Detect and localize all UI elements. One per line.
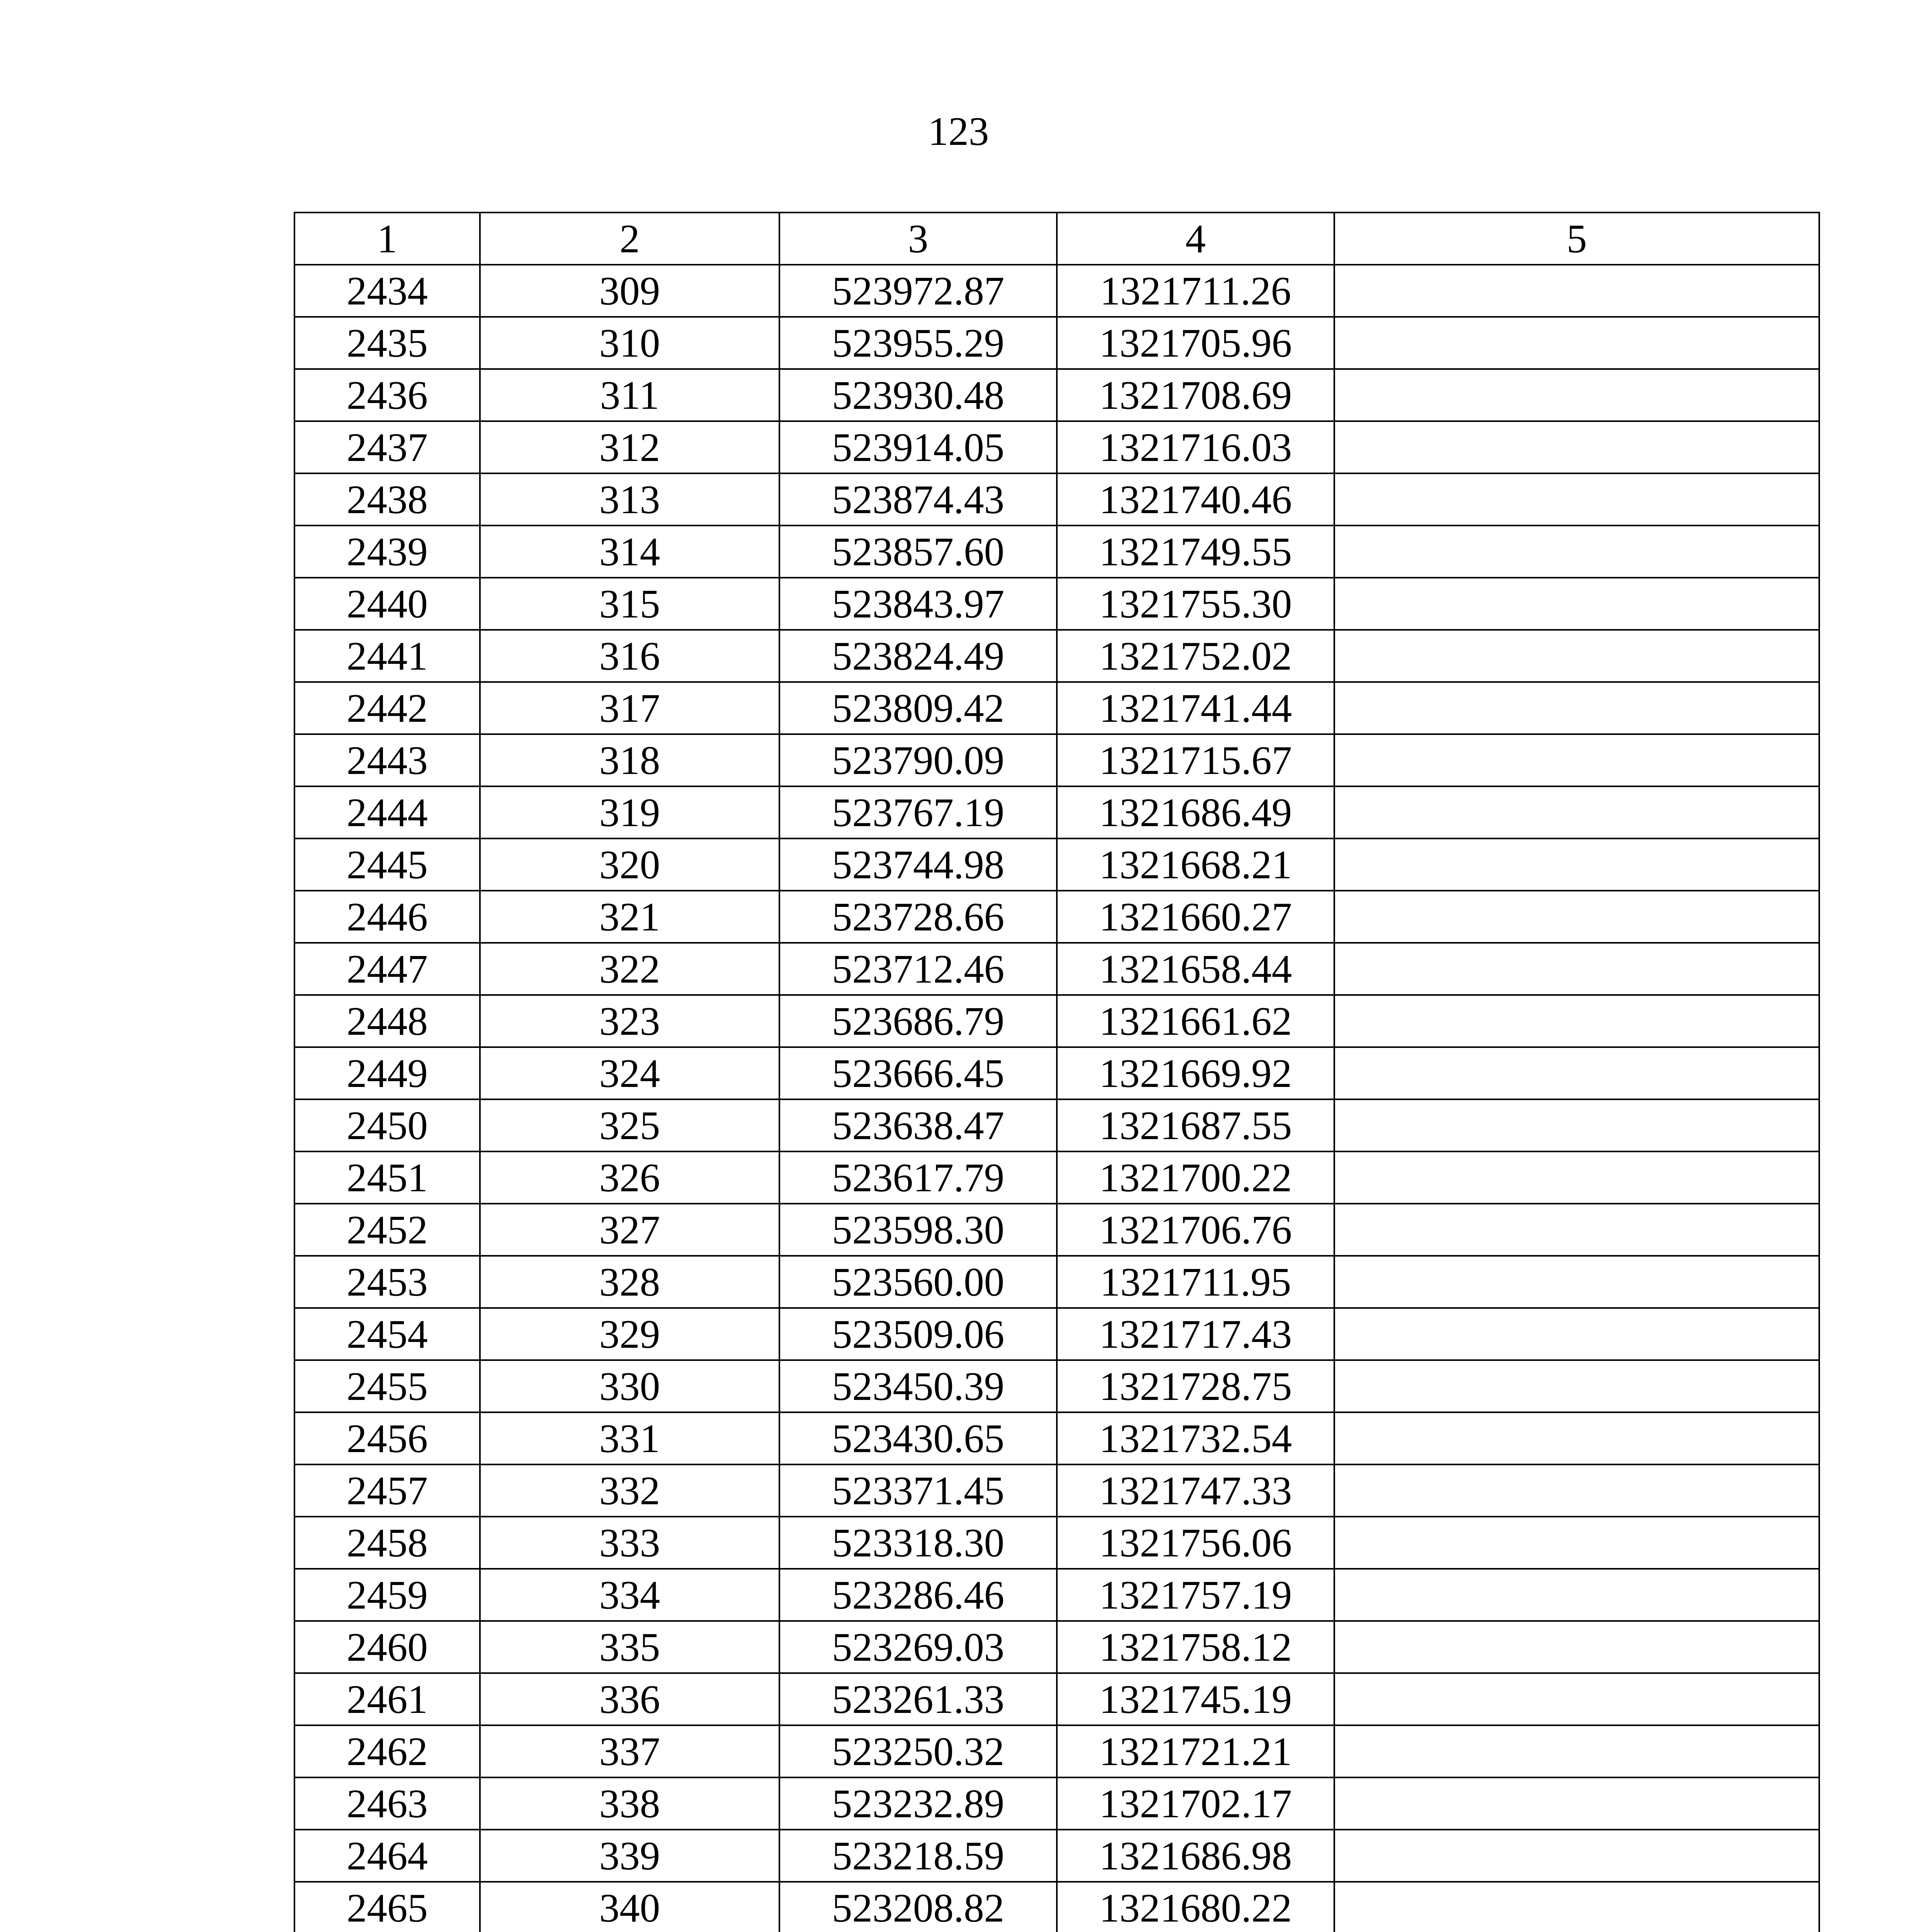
table-cell: 1321660.27 xyxy=(1057,891,1334,943)
table-cell: 2451 xyxy=(294,1151,480,1204)
table-cell: 333 xyxy=(480,1517,779,1569)
table-cell: 523261.33 xyxy=(779,1673,1057,1725)
table-cell: 335 xyxy=(480,1621,779,1673)
table-cell: 1321711.26 xyxy=(1057,265,1334,317)
table-cell: 338 xyxy=(480,1777,779,1830)
table-cell: 523232.89 xyxy=(779,1777,1057,1830)
column-header: 3 xyxy=(779,213,1057,265)
table-body xyxy=(294,265,1819,1932)
table-cell: 1321708.69 xyxy=(1057,369,1334,421)
table-cell: 1321757.19 xyxy=(1057,1569,1334,1621)
table-cell: 523598.30 xyxy=(779,1204,1057,1256)
table-cell: 2453 xyxy=(294,1256,480,1308)
table-cell: 2443 xyxy=(294,734,480,786)
table-cell: 2442 xyxy=(294,682,480,734)
table-cell: 523824.49 xyxy=(779,630,1057,682)
table-cell: 523638.47 xyxy=(779,1099,1057,1151)
table-cell xyxy=(1334,1412,1819,1464)
table-row xyxy=(294,1151,1819,1204)
table-cell xyxy=(1334,1151,1819,1204)
table-cell: 320 xyxy=(480,838,779,891)
table-cell xyxy=(1334,317,1819,369)
table-cell xyxy=(1334,1360,1819,1412)
table-row xyxy=(294,1830,1819,1882)
table-cell: 1321732.54 xyxy=(1057,1412,1334,1464)
table-cell xyxy=(1334,1256,1819,1308)
table-cell: 337 xyxy=(480,1725,779,1777)
table-cell xyxy=(1334,1204,1819,1256)
table-row xyxy=(294,317,1819,369)
table-cell xyxy=(1334,630,1819,682)
table-cell: 1321740.46 xyxy=(1057,473,1334,526)
table-row xyxy=(294,1204,1819,1256)
table-cell xyxy=(1334,1569,1819,1621)
table-cell: 1321668.21 xyxy=(1057,838,1334,891)
table-row xyxy=(294,1517,1819,1569)
table-cell: 523250.32 xyxy=(779,1725,1057,1777)
table-cell: 523790.09 xyxy=(779,734,1057,786)
table-cell: 312 xyxy=(480,421,779,473)
table-cell: 340 xyxy=(480,1882,779,1932)
table-cell: 523450.39 xyxy=(779,1360,1057,1412)
table-row xyxy=(294,734,1819,786)
table-cell: 2450 xyxy=(294,1099,480,1151)
table-row xyxy=(294,1621,1819,1673)
table-cell xyxy=(1334,369,1819,421)
table-row xyxy=(294,421,1819,473)
page-number: 123 xyxy=(928,109,989,154)
table-cell: 523560.00 xyxy=(779,1256,1057,1308)
column-header: 1 xyxy=(294,213,480,265)
table-row xyxy=(294,473,1819,526)
table-cell: 2464 xyxy=(294,1830,480,1882)
table-cell: 2438 xyxy=(294,473,480,526)
table-cell: 319 xyxy=(480,786,779,838)
table-cell: 1321749.55 xyxy=(1057,526,1334,578)
table-cell xyxy=(1334,682,1819,734)
table-cell xyxy=(1334,943,1819,995)
table-cell: 523857.60 xyxy=(779,526,1057,578)
table-cell: 323 xyxy=(480,995,779,1047)
table-cell: 313 xyxy=(480,473,779,526)
table-cell xyxy=(1334,995,1819,1047)
table-cell: 523509.06 xyxy=(779,1308,1057,1360)
table-cell: 1321755.30 xyxy=(1057,578,1334,630)
column-header: 4 xyxy=(1057,213,1334,265)
table-cell: 324 xyxy=(480,1047,779,1099)
table-cell: 2461 xyxy=(294,1673,480,1725)
table-cell: 1321715.67 xyxy=(1057,734,1334,786)
table-cell: 2435 xyxy=(294,317,480,369)
table-cell: 1321756.06 xyxy=(1057,1517,1334,1569)
table-cell: 2465 xyxy=(294,1882,480,1932)
table-cell: 523728.66 xyxy=(779,891,1057,943)
table-cell: 1321752.02 xyxy=(1057,630,1334,682)
table-cell: 1321728.75 xyxy=(1057,1360,1334,1412)
table-header-row xyxy=(294,213,1819,265)
table-cell: 309 xyxy=(480,265,779,317)
table-cell: 523430.65 xyxy=(779,1412,1057,1464)
table-cell: 1321658.44 xyxy=(1057,943,1334,995)
table-cell: 322 xyxy=(480,943,779,995)
table-row xyxy=(294,838,1819,891)
table-cell: 327 xyxy=(480,1204,779,1256)
table-row xyxy=(294,943,1819,995)
table-cell: 1321716.03 xyxy=(1057,421,1334,473)
coordinates-table xyxy=(294,212,1820,1932)
table-row xyxy=(294,265,1819,317)
table-cell: 311 xyxy=(480,369,779,421)
table-cell: 2436 xyxy=(294,369,480,421)
table-cell: 523972.87 xyxy=(779,265,1057,317)
table-cell: 2462 xyxy=(294,1725,480,1777)
table-cell: 523874.43 xyxy=(779,473,1057,526)
table-row xyxy=(294,1673,1819,1725)
table-cell: 523744.98 xyxy=(779,838,1057,891)
table-cell: 332 xyxy=(480,1464,779,1517)
table-cell: 2446 xyxy=(294,891,480,943)
table-row xyxy=(294,1882,1819,1932)
table-cell: 523371.45 xyxy=(779,1464,1057,1517)
table-cell: 2439 xyxy=(294,526,480,578)
table-row xyxy=(294,891,1819,943)
table-row xyxy=(294,786,1819,838)
table-cell xyxy=(1334,578,1819,630)
table-cell: 2437 xyxy=(294,421,480,473)
table-cell: 2457 xyxy=(294,1464,480,1517)
table-cell: 523843.97 xyxy=(779,578,1057,630)
table-cell: 2455 xyxy=(294,1360,480,1412)
table-cell: 330 xyxy=(480,1360,779,1412)
table-cell: 523809.42 xyxy=(779,682,1057,734)
table-cell xyxy=(1334,1621,1819,1673)
table-cell: 523269.03 xyxy=(779,1621,1057,1673)
table-cell xyxy=(1334,1464,1819,1517)
table-cell: 523914.05 xyxy=(779,421,1057,473)
table-cell: 2460 xyxy=(294,1621,480,1673)
table-row xyxy=(294,1047,1819,1099)
table-cell: 329 xyxy=(480,1308,779,1360)
table-cell xyxy=(1334,473,1819,526)
table-cell: 523318.30 xyxy=(779,1517,1057,1569)
table-row xyxy=(294,526,1819,578)
table-cell: 2459 xyxy=(294,1569,480,1621)
table-cell: 2441 xyxy=(294,630,480,682)
table-cell xyxy=(1334,265,1819,317)
table-cell: 1321706.76 xyxy=(1057,1204,1334,1256)
table-cell: 314 xyxy=(480,526,779,578)
table-cell: 1321745.19 xyxy=(1057,1673,1334,1725)
table-cell xyxy=(1334,1777,1819,1830)
table-cell: 1321686.98 xyxy=(1057,1830,1334,1882)
table-cell: 523712.46 xyxy=(779,943,1057,995)
table-cell: 2448 xyxy=(294,995,480,1047)
table-cell: 325 xyxy=(480,1099,779,1151)
table-cell xyxy=(1334,891,1819,943)
table-cell: 523218.59 xyxy=(779,1830,1057,1882)
table-cell: 523666.45 xyxy=(779,1047,1057,1099)
table-cell: 2447 xyxy=(294,943,480,995)
table-cell: 1321680.22 xyxy=(1057,1882,1334,1932)
table-row xyxy=(294,630,1819,682)
table-row xyxy=(294,1777,1819,1830)
table-cell xyxy=(1334,1882,1819,1932)
table-cell: 336 xyxy=(480,1673,779,1725)
table-cell xyxy=(1334,1047,1819,1099)
table-cell: 523767.19 xyxy=(779,786,1057,838)
table-cell xyxy=(1334,526,1819,578)
table-cell: 1321741.44 xyxy=(1057,682,1334,734)
table-cell: 317 xyxy=(480,682,779,734)
table-cell: 1321661.62 xyxy=(1057,995,1334,1047)
table-row xyxy=(294,1360,1819,1412)
table-cell xyxy=(1334,1673,1819,1725)
table-cell: 331 xyxy=(480,1412,779,1464)
table-cell xyxy=(1334,734,1819,786)
table-cell: 1321702.17 xyxy=(1057,1777,1334,1830)
table-row xyxy=(294,1099,1819,1151)
table-row xyxy=(294,1725,1819,1777)
table-cell: 315 xyxy=(480,578,779,630)
column-header: 2 xyxy=(480,213,779,265)
table-cell: 2456 xyxy=(294,1412,480,1464)
table-row xyxy=(294,1412,1819,1464)
table-cell: 523686.79 xyxy=(779,995,1057,1047)
table-row xyxy=(294,1569,1819,1621)
table-cell: 328 xyxy=(480,1256,779,1308)
table-cell xyxy=(1334,1099,1819,1151)
table-cell xyxy=(1334,1517,1819,1569)
table-cell: 523617.79 xyxy=(779,1151,1057,1204)
table-cell xyxy=(1334,1308,1819,1360)
table-cell: 1321711.95 xyxy=(1057,1256,1334,1308)
table-cell: 334 xyxy=(480,1569,779,1621)
table-cell: 2452 xyxy=(294,1204,480,1256)
table-cell: 316 xyxy=(480,630,779,682)
table-cell xyxy=(1334,786,1819,838)
table-row xyxy=(294,578,1819,630)
table-cell: 2434 xyxy=(294,265,480,317)
table-cell: 523208.82 xyxy=(779,1882,1057,1932)
table-cell: 2454 xyxy=(294,1308,480,1360)
table-cell: 1321747.33 xyxy=(1057,1464,1334,1517)
table-cell: 2463 xyxy=(294,1777,480,1830)
table-cell: 318 xyxy=(480,734,779,786)
table-cell: 523955.29 xyxy=(779,317,1057,369)
table-cell: 523930.48 xyxy=(779,369,1057,421)
table-cell: 2449 xyxy=(294,1047,480,1099)
table-row xyxy=(294,682,1819,734)
table-cell: 1321717.43 xyxy=(1057,1308,1334,1360)
table-cell xyxy=(1334,1830,1819,1882)
table-cell: 1321700.22 xyxy=(1057,1151,1334,1204)
column-header: 5 xyxy=(1334,213,1819,265)
table-row xyxy=(294,1256,1819,1308)
table-cell: 1321758.12 xyxy=(1057,1621,1334,1673)
table-cell xyxy=(1334,838,1819,891)
table-cell: 1321687.55 xyxy=(1057,1099,1334,1151)
table-row xyxy=(294,369,1819,421)
table-cell: 339 xyxy=(480,1830,779,1882)
table-cell: 1321721.21 xyxy=(1057,1725,1334,1777)
table-cell xyxy=(1334,1725,1819,1777)
table-cell: 2458 xyxy=(294,1517,480,1569)
table-cell: 1321686.49 xyxy=(1057,786,1334,838)
table-row xyxy=(294,1308,1819,1360)
table-cell: 310 xyxy=(480,317,779,369)
table-cell: 2445 xyxy=(294,838,480,891)
table-row xyxy=(294,1464,1819,1517)
table-cell xyxy=(1334,421,1819,473)
table-cell: 1321705.96 xyxy=(1057,317,1334,369)
table-row xyxy=(294,995,1819,1047)
table-cell: 523286.46 xyxy=(779,1569,1057,1621)
table-cell: 326 xyxy=(480,1151,779,1204)
table-cell: 1321669.92 xyxy=(1057,1047,1334,1099)
table-cell: 2440 xyxy=(294,578,480,630)
table-cell: 2444 xyxy=(294,786,480,838)
table-cell: 321 xyxy=(480,891,779,943)
